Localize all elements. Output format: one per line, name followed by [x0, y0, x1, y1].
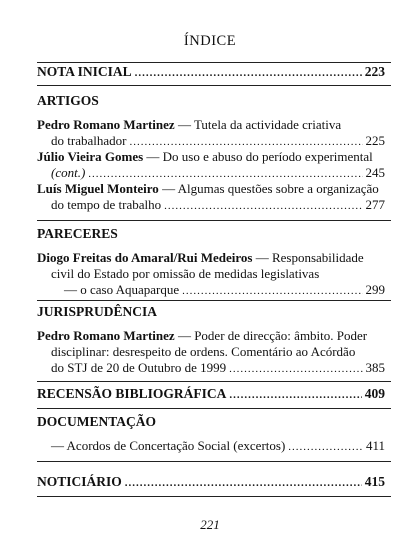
page-number: 223: [364, 64, 385, 79]
leader-dots: [229, 387, 361, 403]
entry-title-cont: — o caso Aquaparque: [64, 282, 180, 297]
toc-entry-page-line: [64, 282, 385, 299]
divider: [37, 408, 391, 409]
toc-entry-author-line: [37, 250, 385, 266]
divider: [37, 85, 391, 86]
entry-title-cont: do STJ de 20 de Outubro de 1999: [51, 360, 227, 375]
entry-title: — Tutela da actividade criativa: [174, 117, 342, 132]
page-number: 245: [365, 165, 385, 180]
entry-title: — Acordos de Concertação Social (excertos): [51, 438, 286, 453]
entry-label: RECENSÃO BIBLIOGRÁFICA: [37, 386, 227, 401]
page-title: ÍNDICE: [183, 33, 237, 49]
entry-title-cont: disciplinar: desrespeito de ordens. Comentário ao Acórdão: [51, 344, 356, 359]
leader-dots: [229, 361, 362, 377]
section-heading-jurisprudencia: JURISPRUDÊNCIA: [37, 304, 158, 319]
section-heading-artigos: ARTIGOS: [37, 93, 99, 108]
author-name: Luís Miguel Monteiro: [37, 181, 159, 196]
entry-title: — Responsabilidade: [252, 250, 364, 265]
entry-title-cont: do trabalhador: [51, 133, 127, 148]
section-heading-pareceres: PARECERES: [37, 226, 118, 241]
toc-entry-page-line: [51, 165, 385, 182]
leader-dots: [88, 166, 362, 182]
divider: [37, 220, 391, 221]
page-number: 411: [365, 438, 385, 453]
entry-title: — Do uso e abuso do período experimental: [143, 149, 373, 164]
leader-dots: [182, 283, 362, 299]
leader-dots: [125, 475, 362, 491]
page-number: 385: [365, 360, 385, 375]
entry-label: NOTICIÁRIO: [37, 474, 122, 489]
entry-label: NOTA INICIAL: [37, 64, 132, 79]
page-number: 225: [365, 133, 385, 148]
leader-dots: [288, 439, 363, 455]
divider: [37, 496, 391, 497]
toc-entry-noticiario: [37, 474, 385, 491]
entry-title: — Algumas questões sobre a organização: [158, 181, 379, 196]
toc-entry-page-line: [51, 133, 385, 150]
toc-entry-page-line: [51, 360, 385, 377]
page-number: 299: [365, 282, 385, 297]
divider: [37, 381, 391, 382]
toc-entry-author-line: [37, 181, 385, 197]
toc-entry-author-line: [37, 149, 385, 165]
entry-title-cont: civil do Estado por omissão de medidas legislativas: [51, 266, 320, 281]
entry-title-cont: do tempo de trabalho: [51, 197, 162, 212]
section-heading-documentacao: DOCUMENTAÇÃO: [37, 414, 156, 429]
toc-entry-page-line: [51, 438, 385, 455]
toc-entry-page-line: [51, 197, 385, 214]
divider: [37, 62, 391, 63]
divider: [37, 461, 391, 462]
toc-entry-author-line: [37, 117, 385, 133]
page-number: 409: [364, 386, 385, 401]
toc-entry-author-line: [37, 328, 385, 344]
page-number: 277: [365, 197, 385, 212]
leader-dots: [164, 198, 362, 214]
page-number: 415: [364, 474, 385, 489]
author-name: Pedro Romano Martinez: [37, 117, 175, 132]
page-folio: 221: [200, 517, 220, 532]
author-name: Diogo Freitas do Amaral/Rui Medeiros: [37, 250, 253, 265]
author-name: Júlio Vieira Gomes: [37, 149, 144, 164]
leader-dots: [129, 134, 362, 150]
entry-title-cont: (cont.): [51, 165, 86, 180]
divider: [37, 300, 391, 301]
author-name: Pedro Romano Martinez: [37, 328, 175, 343]
leader-dots: [135, 65, 362, 81]
entry-title: — Poder de direcção: âmbito. Poder: [174, 328, 368, 343]
toc-entry-nota-inicial: [37, 64, 385, 81]
toc-entry-recensao: [37, 386, 385, 403]
